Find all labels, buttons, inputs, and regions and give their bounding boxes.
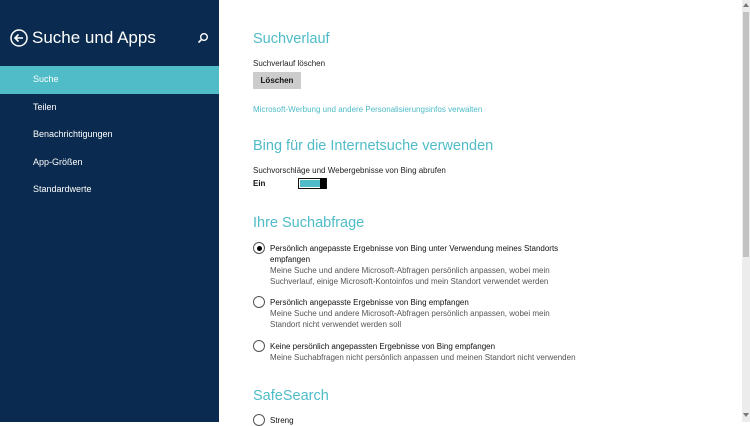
option-description: Meine Suche und andere Microsoft-Abfragen persönlich anpassen, wobei mein	[270, 266, 550, 275]
scroll-up-arrow-icon[interactable]	[742, 2, 750, 8]
radio-selected-dot	[257, 246, 262, 251]
option-description: Standort nicht verwendet werden soll	[270, 320, 402, 329]
sidebar-item-benachrichtigungen[interactable]: Benachrichtigungen	[33, 129, 113, 139]
scroll-down-arrow-icon[interactable]	[742, 412, 750, 418]
radio-personalized[interactable]	[253, 296, 265, 308]
safesearch-heading: SafeSearch	[253, 388, 329, 404]
clear-history-label: Suchverlauf löschen	[253, 59, 326, 68]
toggle-thumb	[320, 178, 326, 189]
bing-suggest-label: Suchvorschläge und Webergebnisse von Bing abrufen	[253, 166, 446, 175]
vertical-scrollbar[interactable]	[742, 0, 750, 422]
back-arrow-icon[interactable]	[10, 29, 28, 47]
radio-safesearch-strict[interactable]	[253, 414, 265, 426]
query-heading: Ihre Suchabfrage	[253, 215, 365, 231]
sidebar-nav	[0, 66, 219, 204]
option-description: Meine Suche und andere Microsoft-Abfragen persönlich anpassen, wobei mein	[270, 309, 550, 318]
scrollbar-thumb[interactable]	[743, 12, 749, 257]
toggle-fill	[300, 180, 320, 187]
toggle-state-label: Ein	[253, 179, 266, 188]
option-label: Keine persönlich angepassten Ergebnisse von Bing empfangen	[270, 342, 496, 351]
clear-history-button[interactable]: Löschen	[253, 72, 301, 89]
option-label: Persönlich angepasste Ergebnisse von Bing unter Verwendung meines Standorts	[270, 244, 559, 253]
option-label: empfangen	[270, 255, 311, 264]
settings-content	[219, 0, 738, 425]
app-title: Suche und Apps	[32, 28, 156, 47]
option-description: Suchverlauf, einige Microsoft-Kontoinfos und mein Standort verwendet werden	[270, 277, 549, 286]
option-label: Persönlich angepasste Ergebnisse von Bing empfangen	[270, 298, 469, 307]
option-label: Streng	[270, 416, 294, 425]
sidebar-item-suche[interactable]: Suche	[0, 66, 219, 94]
radio-personalized-location[interactable]	[253, 242, 265, 254]
radio-not-personalized[interactable]	[253, 340, 265, 352]
sidebar-item-standardwerte[interactable]: Standardwerte	[33, 184, 92, 194]
bing-toggle[interactable]	[298, 178, 327, 189]
ads-settings-link[interactable]: Microsoft-Werbung und andere Personalisierungsinfos verwalten	[253, 105, 483, 114]
history-heading: Suchverlauf	[253, 31, 330, 47]
sidebar-item-app-groessen[interactable]: App-Größen	[33, 156, 83, 167]
sidebar-item-teilen[interactable]: Teilen	[33, 101, 57, 112]
search-icon[interactable]	[197, 32, 209, 44]
sidebar	[0, 0, 219, 422]
option-description: Meine Suchabfragen nicht persönlich anpassen und meinen Standort nicht verwenden	[270, 353, 576, 362]
bing-heading: Bing für die Internetsuche verwenden	[253, 138, 494, 154]
